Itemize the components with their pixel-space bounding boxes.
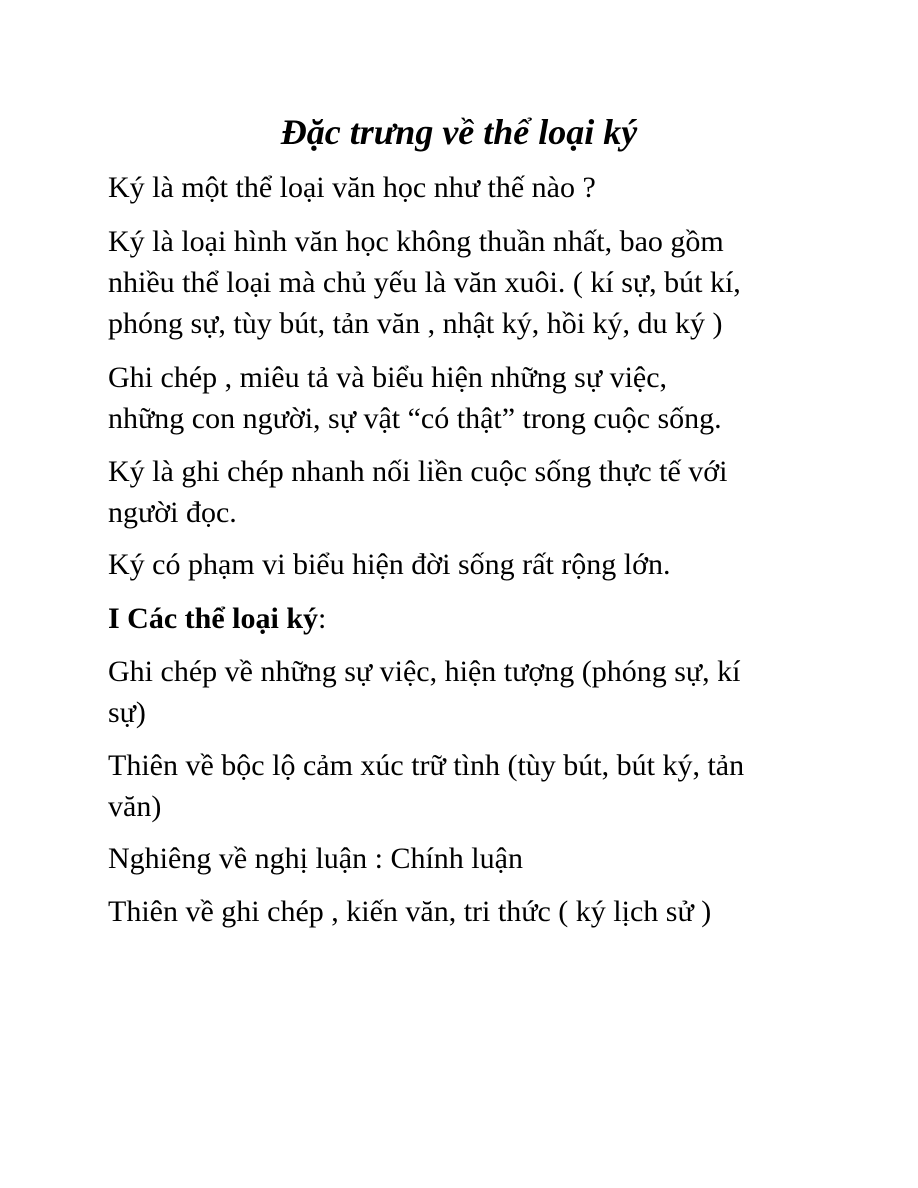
definition-line: Ký là loại hình văn học không thuần nhất, bao gồm — [108, 225, 724, 258]
type-item — [108, 838, 828, 879]
type-item-line: văn) — [108, 790, 162, 823]
quick-record-paragraph — [108, 451, 828, 533]
type-item — [108, 891, 828, 932]
section-heading-line — [108, 598, 828, 639]
scope-paragraph — [108, 544, 828, 585]
definition-line: nhiều thể loại mà chủ yếu là văn xuôi. ( kí sự, bút kí, — [108, 266, 741, 299]
type-item-line: Thiên về ghi chép , kiến văn, tri thức ( ký lịch sử ) — [108, 895, 712, 928]
type-item — [108, 651, 828, 733]
intro-question-text: Ký là một thể loại văn học như thế nào ? — [108, 171, 596, 204]
type-item — [108, 745, 828, 827]
quick-record-line: Ký là ghi chép nhanh nối liền cuộc sống thực tế với — [108, 455, 728, 488]
type-item-line: Thiên về bộc lộ cảm xúc trữ tình (tùy bút, bút ký, tản — [108, 749, 745, 782]
quick-record-line: người đọc. — [108, 496, 237, 529]
record-paragraph — [108, 357, 828, 439]
section-heading — [108, 598, 828, 639]
type-item-line: Nghiêng về nghị luận : Chính luận — [108, 842, 523, 875]
section-heading-text: I Các thể loại ký — [108, 602, 318, 635]
document-title: Đặc trưng về thể loại ký — [280, 112, 638, 152]
scope-text: Ký có phạm vi biểu hiện đời sống rất rộng lớn. — [108, 548, 671, 581]
record-line: Ghi chép , miêu tả và biểu hiện những sự việc, — [108, 361, 668, 394]
definition-paragraph — [108, 221, 828, 344]
definition-line: phóng sự, tùy bút, tản văn , nhật ký, hồi ký, du ký ) — [108, 307, 723, 340]
type-item-line: sự) — [108, 696, 146, 729]
section-heading-colon: : — [318, 602, 327, 635]
intro-question — [108, 167, 828, 208]
record-line: những con người, sự vật “có thật” trong cuộc sống. — [108, 402, 722, 435]
type-item-line: Ghi chép về những sự việc, hiện tượng (phóng sự, kí — [108, 655, 741, 688]
